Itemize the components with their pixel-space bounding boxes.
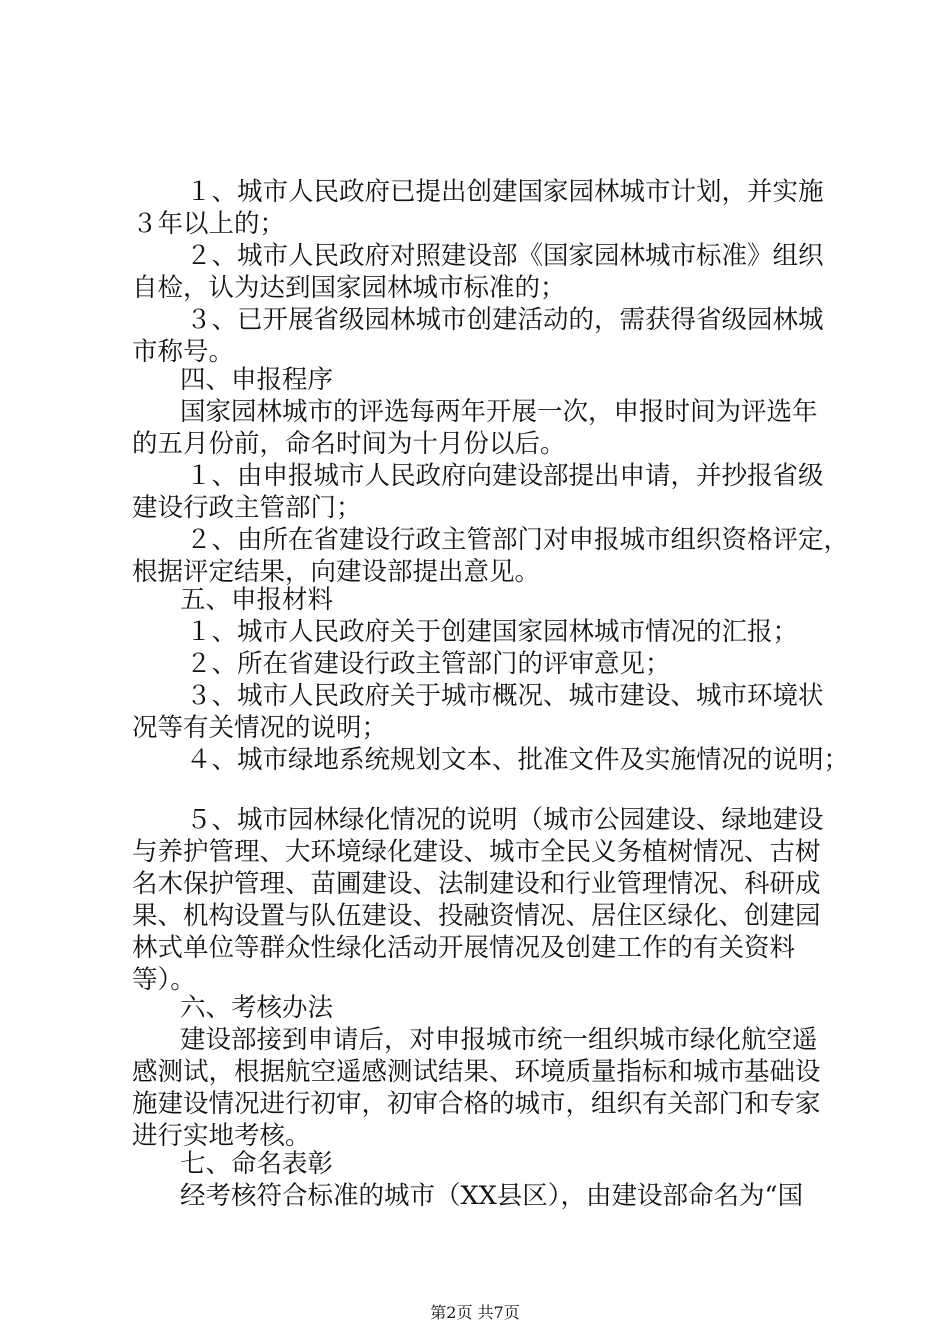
text-line: 果、机构设置与队伍建设、投融资情况、居住区绿化、创建园: [132, 901, 821, 931]
text-line: 与养护管理、大环境绿化建设、城市全民义务植树情况、古树: [132, 837, 821, 867]
text-line: ２、由所在省建设行政主管部门对申报城市组织资格评定，: [186, 525, 850, 555]
text-line: 建设行政主管部门；: [132, 493, 362, 523]
text-line: ２、城市人民政府对照建设部《国家园林城市标准》组织: [186, 241, 824, 271]
text-line: １、城市人民政府关于创建国家园林城市情况的汇报；: [186, 617, 799, 647]
text-line: ４、城市绿地系统规划文本、批准文件及实施情况的说明；: [186, 745, 850, 775]
text-line: 林式单位等群众性绿化活动开展情况及创建工作的有关资料: [132, 933, 796, 963]
text-line: 根据评定结果，向建设部提出意见。: [132, 557, 541, 587]
section-heading: 四、申报程序: [180, 365, 334, 395]
text-line: 市称号。: [132, 337, 235, 367]
text-line: ３年以上的；: [132, 209, 286, 239]
page-footer: 第2页 共7页: [430, 1303, 520, 1322]
text-line: 施建设情况进行初审，初审合格的城市，组织有关部门和专家: [132, 1089, 821, 1119]
section-heading: 五、申报材料: [180, 585, 334, 615]
text-line: 等）。: [132, 965, 196, 995]
text-line: 建设部接到申请后，对申报城市统一组织城市绿化航空遥: [180, 1025, 818, 1055]
text-line: 进行实地考核。: [132, 1121, 311, 1151]
section-heading: 七、命名表彰: [180, 1149, 334, 1179]
text-line: 况等有关情况的说明；: [132, 713, 388, 743]
section-heading: 六、考核办法: [180, 993, 334, 1023]
text-line: １、城市人民政府已提出创建国家园林城市计划，并实施: [186, 177, 824, 207]
text-line: ５、城市园林绿化情况的说明（城市公园建设、绿地建设: [186, 805, 824, 835]
text-line: 名木保护管理、苗圃建设、法制建设和行业管理情况、科研成: [132, 869, 821, 899]
text-line: ２、所在省建设行政主管部门的评审意见；: [186, 649, 671, 679]
text-line: 的五月份前，命名时间为十月份以后。: [132, 429, 566, 459]
text-line: 感测试，根据航空遥感测试结果、环境质量指标和城市基础设: [132, 1057, 821, 1087]
text-line: 自检，认为达到国家园林城市标准的；: [132, 273, 566, 303]
text-line: 经考核符合标准的城市（XX县区），由建设部命名为“国: [180, 1181, 804, 1211]
text-line: ３、城市人民政府关于城市概况、城市建设、城市环境状: [186, 681, 824, 711]
text-line: １、由申报城市人民政府向建设部提出申请，并抄报省级: [186, 461, 824, 491]
text-line: 国家园林城市的评选每两年开展一次，申报时间为评选年: [180, 397, 818, 427]
text-line: ３、已开展省级园林城市创建活动的，需获得省级园林城: [186, 305, 824, 335]
